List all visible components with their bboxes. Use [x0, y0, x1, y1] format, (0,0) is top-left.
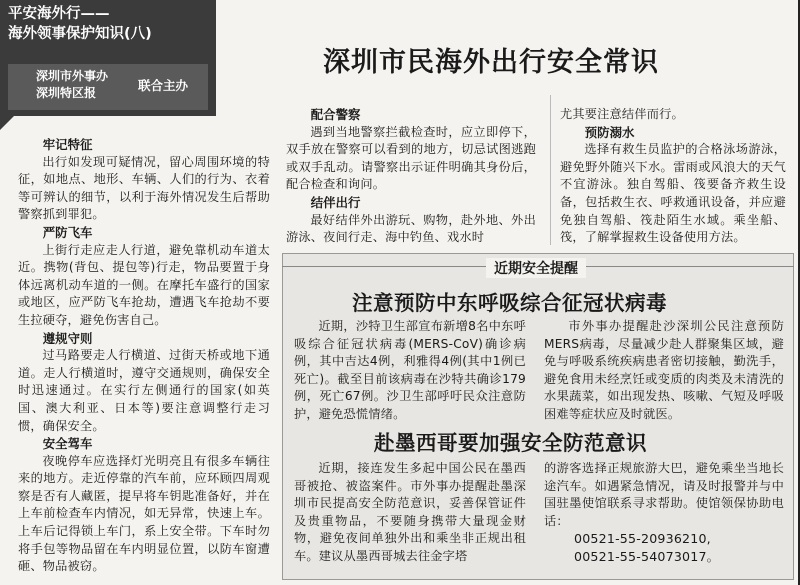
article-column-2	[286, 106, 536, 247]
series-line-1: 平安海外行——	[8, 6, 110, 22]
mers-right-text	[544, 318, 784, 424]
phone-2: 00521-55-54073017。	[574, 548, 720, 564]
notice-tag: 近期安全提醒	[486, 258, 586, 278]
organizers-box	[8, 64, 208, 110]
mexico-left-text	[294, 460, 526, 566]
section-heading: 配合警察	[310, 107, 361, 122]
section-heading: 结伴出行	[310, 194, 361, 210]
paragraph: 选择有救生员监护的合格泳场游泳，避免野外随兴下水。雷雨或风浪大的天气不宜游泳。独自驾船、筏要备齐救生设备，包括救生衣、呼救通讯设备，并应避免独自驾船、筏赴陌生水域。乘坐船、筏，了解掌握救生设备使用方法。	[560, 142, 786, 245]
column-divider	[550, 95, 551, 245]
subheading-mexico: 赴墨西哥要加强安全防范意识	[374, 431, 647, 455]
mers-right-para: 市外事办提醒赴沙深圳公民注意预防MERS病毒，尽量减少赴人群聚集区域，避免与呼吸系统疾病患者密切接触，勤洗手，避免食用未经烹饪或变质的肉类及未清洗的水果蔬菜，如出现发热、咳嗽、气短及呼吸困难等症状应及时就医。	[544, 319, 784, 421]
paragraph: 过马路要走人行横道、过街天桥或地下通道。走人行横道时，遵守交通规则，确保安全时迅速通过。在实行左侧通行的国家(如英国、澳大利亚、日本等)要注意调整行走习惯，确保安全。	[18, 348, 270, 433]
mexico-left-para: 近期，接连发生多起中国公民在墨西哥被抢、被盗案件。市外事办提醒赴墨深圳市民提高安全防范意识，妥善保管证件及贵重物品，不要随身携带大量现金财物，避免夜间单独外出和乘坐非正规出租车。建议从墨西哥城去往金字塔	[294, 461, 526, 563]
subheading-mers: 注意预防中东呼吸综合征冠状病毒	[352, 291, 667, 315]
section-heading: 严防飞车	[42, 224, 93, 240]
section-heading: 安全驾车	[42, 436, 93, 452]
section-heading: 牢记特征	[42, 137, 93, 152]
organizer-note: 联合主办	[138, 78, 189, 93]
article-column-3	[560, 106, 786, 247]
mers-left-para: 近期，沙特卫生部宣布新增8名中东呼吸综合征冠状病毒(MERS-CoV)确诊病例，其中吉达4例，利雅得4例(其中1例已死亡)。截至目前该病毒在沙特共确诊179例，死亡67例。沙卫生部呼吁民众注意防护，避免恐慌情绪。	[294, 319, 526, 421]
phone-1: 00521-55-20936210,	[574, 531, 711, 547]
section-heading: 遵规守则	[42, 330, 93, 346]
mers-left-text	[294, 318, 526, 424]
paragraph: 尤其要注意结伴而行。	[560, 107, 684, 121]
organizer-2: 深圳特区报	[36, 86, 97, 100]
page-title: 深圳市民海外出行安全常识	[323, 47, 659, 78]
mexico-right-para: 的游客选择正规旅游大巴，避免乘坐当地长途汽车。如遇紧急情况，请及时报警并与中国驻墨使馆联系寻求帮助。使馆领保协助电话：	[544, 461, 784, 528]
section-heading: 预防溺水	[584, 124, 635, 140]
paragraph: 夜晚停车应选择灯光明亮且有很多车辆往来的地方。走近停靠的汽车前，应环顾四周观察是否有人藏匿，提早将车钥匙准备好，并在上车前检查车内情况，如无异常，快速上车。上车后记得锁上车门，系上安全带。下车时勿将手包等物品留在车内明显位置，以防车窗遭砸、物品被窃。	[18, 453, 270, 574]
paragraph: 出行如发现可疑情况，留心周围环境的特征，如地点、地形、车辆、人们的行为、衣着等可辨认的细节，以利于海外情况发生后帮助警察抓到罪犯。	[18, 154, 270, 222]
organizers	[36, 68, 108, 102]
organizer-1: 深圳市外事办	[36, 69, 109, 83]
series-line-2: 海外领事保护知识(八)	[8, 26, 152, 42]
series-title	[8, 4, 208, 44]
paragraph: 上街行走应走人行道，避免靠机动车道太近。携物(背包、提包等)行走，物品要置于身体远离机动车道的一侧。在摩托车盛行的国家或地区，应严防飞车抢劫，遭遇飞车抢劫不要生拉硬夺，避免伤害自己。	[18, 242, 270, 327]
paragraph: 最好结伴外出游玩、购物，赴外地、外出游泳、夜间行走、海中钓鱼、戏水时	[286, 212, 536, 245]
article-column-1	[18, 136, 270, 576]
banner-corner	[0, 116, 14, 130]
mexico-right-text	[544, 460, 784, 566]
paragraph: 遇到当地警察拦截检查时，应立即停下，双手放在警察可以看到的地方，切忌试图逃跑或双手乱动。请警察出示证件明确其身份后，配合检查和询问。	[286, 124, 536, 192]
column-banner	[0, 0, 216, 116]
